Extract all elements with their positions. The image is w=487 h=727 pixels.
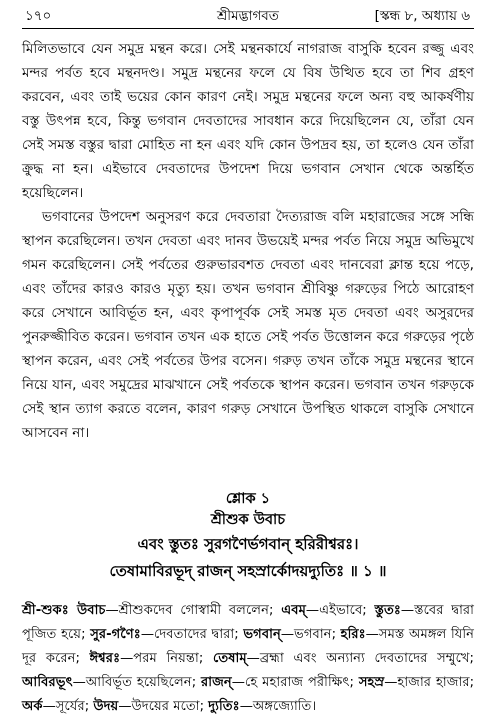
- synonym-meaning: শ্রীশুকদেব গোস্বামী বললেন: [118, 603, 270, 618]
- synonym-term: স্তুতঃ: [374, 603, 401, 618]
- synonym-term: শ্রী-শুকঃ উবাচ: [22, 603, 106, 618]
- synonym-meaning: হে মহারাজ পরীক্ষিৎ: [244, 675, 350, 690]
- synonym-term: ভগবান্: [243, 627, 281, 642]
- verse-speaker: শ্রীশুক উবাচ: [210, 512, 286, 528]
- synonym-meaning: দেবতাদের দ্বারা: [154, 627, 235, 642]
- body-paragraph: মিলিতভাবে যেন সমুদ্র মন্থন করে। সেই মন্থনকার্যে নাগরাজ বাসুকি হবেন রজ্জু এবং মন্দর পর্বত হবে মন্থনদণ্ড। সমুদ্র মন্থনের ফলে যে বিষ উত্থিত হবে তা শিব গ্রহণ করবেন, এবং তাই ভয়ের কোন কারণ নেই। সমুদ্র মন্থনের ফলে অন্য বহু আকর্ষণীয় বস্তু উৎপন্ন হবে, কিন্তু ভগবান দেবতাদের সাবধান করে দিয়েছিলেন যে, তাঁরা যেন সেই সমস্ত বস্তুর দ্বারা মোহিত না হন এবং যদি কোন উপদ্রব হয়, তা হলেও যেন তাঁরা ক্রুদ্ধ না হন। এইভাবে দেবতাদের উপদেশ দিয়ে ভগবান সেখান থেকে অন্তর্হিত হয়েছিলেন।: [22, 41, 474, 201]
- synonym-meaning: পরম নিয়ন্তা: [133, 651, 199, 666]
- synonym-term: অর্ক: [22, 699, 43, 714]
- synonym-term: হরিঃ: [340, 627, 366, 642]
- book-title: শ্রীমদ্ভাগবত: [217, 8, 279, 24]
- synonym-term: উদয়: [93, 699, 119, 714]
- synonym-meaning: সমস্ত অমঙ্গল যিনি দূর করেন: [22, 627, 475, 666]
- synonym-meaning: এইভাবে: [319, 603, 363, 618]
- synonym-term: রাজন্: [201, 675, 232, 690]
- synonym-term: দ্যুতিঃ: [208, 699, 240, 714]
- synonym-term: ঈশ্বরঃ: [89, 651, 121, 666]
- synonym-meaning: স্তবের দ্বারা পূজিত হয়ে: [22, 603, 474, 642]
- verse-block: [22, 489, 474, 585]
- synonym-meaning: হাজার হাজার: [397, 675, 470, 690]
- synonym-term: এবম্: [281, 603, 306, 618]
- synonym-meaning: ভগবান: [294, 627, 332, 642]
- document-page: [22, 6, 474, 720]
- word-meanings: শ্রী-শুকঃ উবাচ—শ্রীশুকদেব গোস্বামী বললেন; এবম্—এইভাবে; স্তুতঃ—স্তবের দ্বারা পূজিত হয়ে; সুর-গণৈঃ—দেবতাদের দ্বারা; ভগবান্—ভগবান; হরিঃ—সমস্ত অমঙ্গল যিনি দূর করেন; ঈশ্বরঃ—পরম নিয়ন্তা; তেষাম্—ব্রহ্মা এবং অন্যান্য দেবতাদের সম্মুখে; আবিরভূৎ—আবির্ভূত হয়েছিলেন; রাজন্—হে মহারাজ পরীক্ষিৎ; সহস্র—হাজার হাজার; অর্ক—সূর্যের; উদয়—উদয়ের মতো; দ্যুতিঃ—অঙ্গজ্যোতি।: [22, 603, 475, 714]
- synonym-term: সুর-গণৈঃ: [90, 627, 141, 642]
- header-rule: [22, 28, 474, 29]
- synonym-meaning: আবির্ভূত হয়েছিলেন: [85, 675, 192, 690]
- page-header: [22, 6, 474, 28]
- synonym-meaning: উদয়ের মতো: [131, 699, 200, 714]
- body-paragraph: ভগবানের উপদেশ অনুসরণ করে দেবতারা দৈত্যরাজ বলি মহারাজের সঙ্গে সন্ধি স্থাপন করেছিলেন। তখন দেবতা এবং দানব উভয়েই মন্দর পর্বত নিয়ে সমুদ্র অভিমুখে গমন করেছিলেন। সেই পর্বতের গুরুভারবশত দেবতা এবং দানবেরা ক্লান্ত হয়ে পড়ে, এবং তাঁদের কারও কারও মৃত্যু হয়। তখন ভগবান শ্রীবিষ্ণু গরুড়ের পিঠে আরোহণ করে সেখানে আবির্ভূত হন, এবং কৃপাপূর্বক সেই সমস্ত মৃত দেবতা এবং অসুরদের পুনরুজ্জীবিত করেন। ভগবান তখন এক হাতে সেই পর্বত উত্তোলন করে গরুড়ের পৃষ্ঠে স্থাপন করেন, এবং সেই পর্বতের উপর বসেন। গরুড় তখন তাঁকে সমুদ্র মন্থনের স্থানে নিয়ে যান, এবং সমুদ্রের মাঝখানে সেই পর্বতকে স্থাপন করেন। ভগবান তখন গরুড়কে সেই স্থান ত্যাগ করতে বলেন, কারণ গরুড় সেখানে উপস্থিত থাকলে বাসুকি সেখানে আসবেন না।: [22, 209, 474, 441]
- verse-line: তেষামাবিরভূদ্ রাজন্ সহস্রার্কোদয়দ্যুতিঃ ॥ ১ ॥: [109, 562, 387, 580]
- verse-label: শ্লোক ১: [225, 491, 271, 507]
- synonym-term: আবিরভূৎ: [22, 675, 73, 690]
- chapter-reference: [স্কন্ধ ৮, অধ্যায় ৬: [374, 8, 470, 24]
- synonym-meaning: অঙ্গজ্যোতি।: [252, 699, 317, 714]
- synonym-term: সহস্র: [358, 675, 385, 690]
- verse-line: এবং স্তুতঃ সুরগণৈর্ভগবান্ হরিরীশ্বরঃ।: [137, 535, 359, 553]
- synonym-meaning: সূর্যের: [55, 699, 85, 714]
- synonym-term: তেষাম্: [213, 651, 247, 666]
- synonym-meaning: ব্রহ্মা এবং অন্যান্য দেবতাদের সম্মুখে: [259, 651, 470, 666]
- page-number: ১৭০: [25, 8, 52, 24]
